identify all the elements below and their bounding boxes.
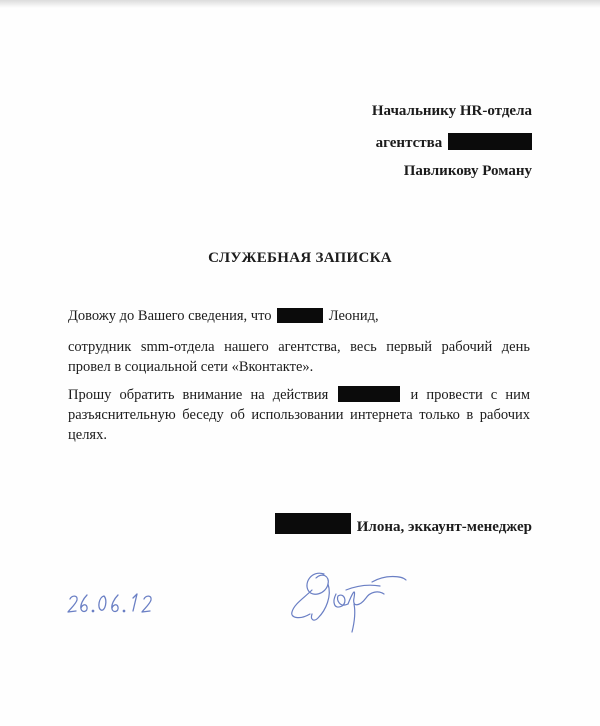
signature-drawing — [282, 560, 422, 640]
body-paragraph-2: сотрудник smm-отдела нашего агентства, весь первый рабочий день провел в социальной сети «Вконтакте». — [68, 339, 530, 375]
handwritten-date — [66, 590, 176, 625]
p3-text-before: Прошу обратить внимание на действия — [68, 387, 329, 403]
redacted-signer-surname — [275, 513, 351, 534]
body-paragraph-1 — [68, 308, 530, 325]
p3-text-after: и провести с ним разъяснительную беседу об использовании интернета только в рабочих целях. — [68, 387, 531, 443]
addressee-line-1: Начальнику HR-отдела — [371, 103, 532, 119]
addressee-org-label: агентства — [375, 135, 443, 151]
memo-title: СЛУЖЕБНАЯ ЗАПИСКА — [208, 250, 392, 266]
addressee-line-3: Павликову Роману — [403, 163, 532, 179]
handwritten-date-drawing — [66, 590, 176, 620]
p1-text-after: Леонид, — [328, 308, 379, 324]
redacted-agency-name — [448, 133, 532, 150]
signer-text: Илона, эккаунт-менеджер — [356, 519, 532, 535]
scan-edge-shadow — [0, 0, 600, 8]
redacted-surname — [277, 308, 323, 323]
addressee-line-2 — [376, 133, 532, 152]
p1-text-before: Довожу до Вашего сведения, что — [68, 308, 272, 324]
handwritten-signature — [282, 560, 422, 645]
redacted-employee-name — [338, 386, 400, 402]
body-paragraph-3 — [68, 385, 530, 445]
signer-line — [275, 513, 532, 536]
